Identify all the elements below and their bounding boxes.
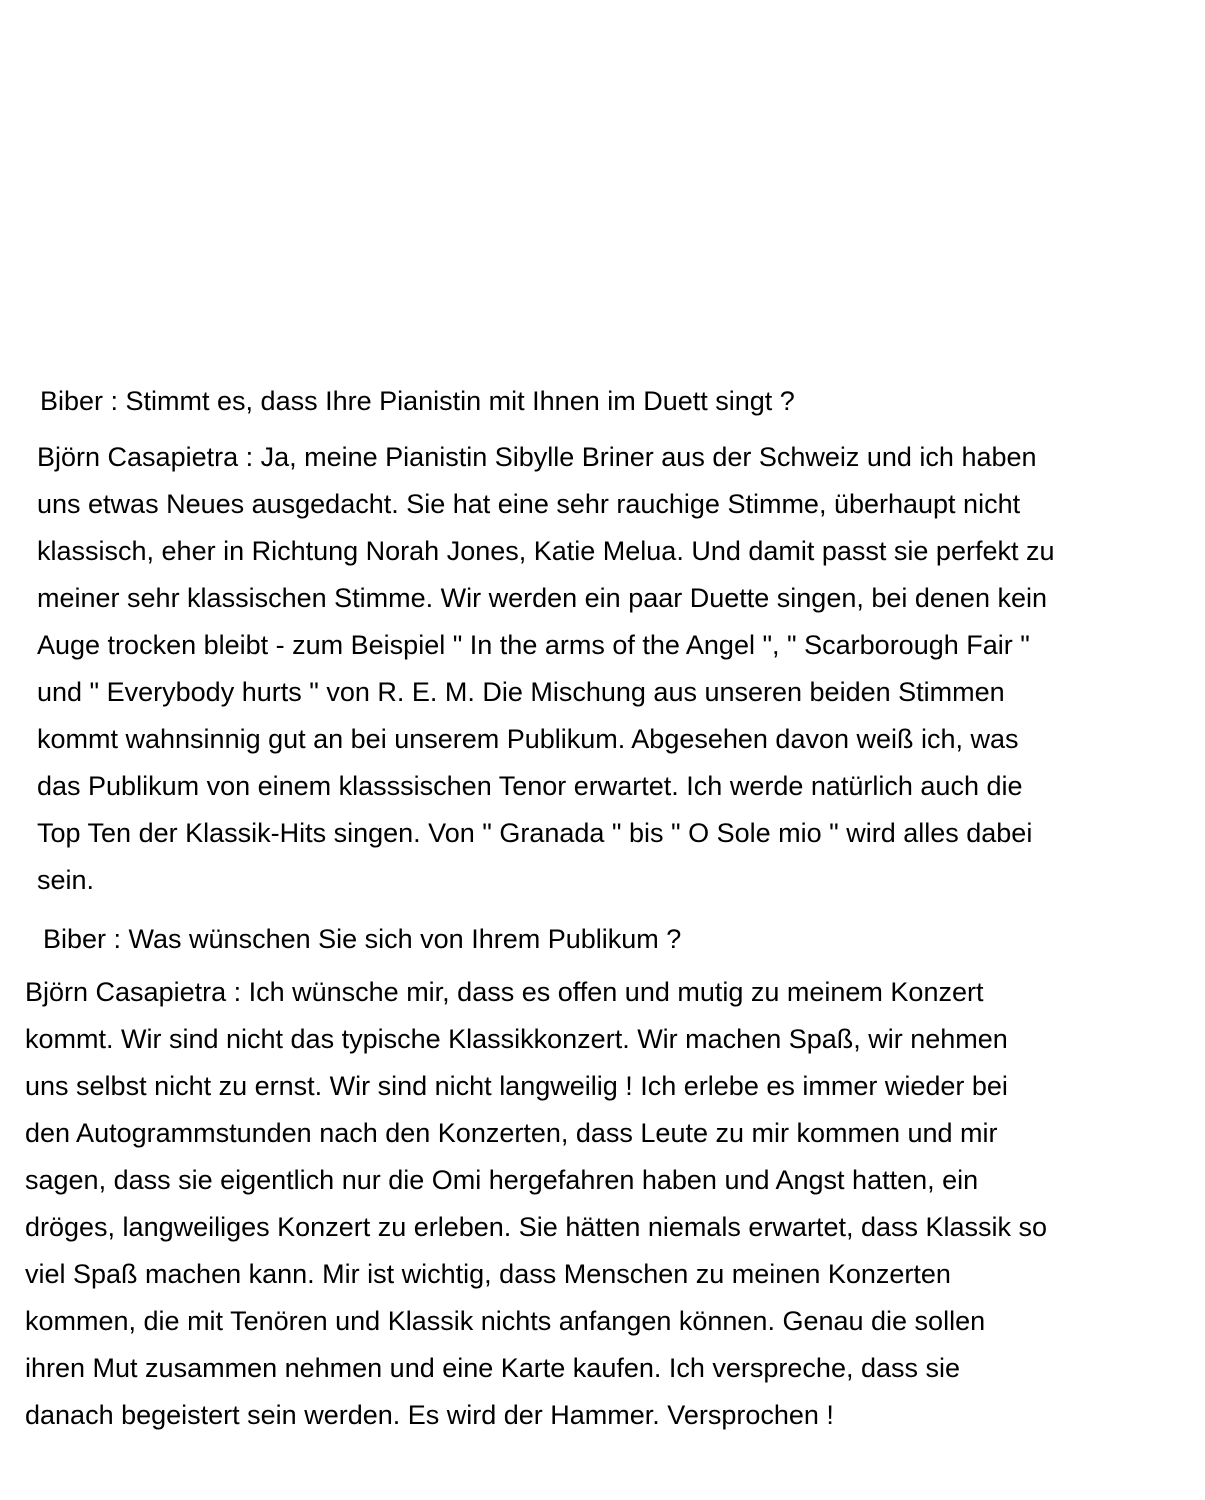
text-line: Biber : Was wünschen Sie sich von Ihrem Publikum ? [43, 924, 682, 954]
text-line: Biber : Stimmt es, dass Ihre Pianistin mit Ihnen im Duett singt ? [40, 386, 795, 416]
text-line: den Autogrammstunden nach den Konzerten, dass Leute zu mir kommen und mir [25, 1118, 998, 1148]
text-line: sein. [37, 865, 95, 895]
text-line: sagen, dass sie eigentlich nur die Omi hergefahren haben und Angst hatten, ein [25, 1165, 979, 1195]
text-line: kommt wahnsinnig gut an bei unserem Publikum. Abgesehen davon weiß ich, was [37, 724, 1019, 754]
text-line: meiner sehr klassischen Stimme. Wir werden ein paar Duette singen, bei denen kein [37, 583, 1047, 613]
text-line: kommt. Wir sind nicht das typische Klassikkonzert. Wir machen Spaß, wir nehmen [25, 1024, 1008, 1054]
text-line: klassisch, eher in Richtung Norah Jones, Katie Melua. Und damit passt sie perfekt zu [37, 536, 1055, 566]
question-1 [40, 378, 795, 425]
text-line: ihren Mut zusammen nehmen und eine Karte kaufen. Ich verspreche, dass sie [25, 1353, 961, 1383]
text-line: Top Ten der Klassik-Hits singen. Von " Granada " bis " O Sole mio " wird alles dabei [37, 818, 1033, 848]
text-line: dröges, langweiliges Konzert zu erleben. Sie hätten niemals erwartet, dass Klassik so [25, 1212, 1048, 1242]
text-line: das Publikum von einem klasssischen Tenor erwartet. Ich werde natürlich auch die [37, 771, 1023, 801]
text-line: viel Spaß machen kann. Mir ist wichtig, dass Menschen zu meinen Konzerten [25, 1259, 951, 1289]
text-line: Auge trocken bleibt - zum Beispiel " In the arms of the Angel ", " Scarborough Fair " [37, 630, 1030, 660]
text-line: danach begeistert sein werden. Es wird der Hammer. Versprochen ! [25, 1400, 834, 1430]
text-line: und " Everybody hurts " von R. E. M. Die Mischung aus unseren beiden Stimmen [37, 677, 1005, 707]
text-line: uns etwas Neues ausgedacht. Sie hat eine sehr rauchige Stimme, überhaupt nicht [37, 489, 1021, 519]
text-line: Björn Casapietra : Ich wünsche mir, dass es offen und mutig zu meinem Konzert [25, 977, 984, 1007]
text-line: Björn Casapietra : Ja, meine Pianistin Sibylle Briner aus der Schweiz und ich haben [37, 442, 1037, 472]
text-line: kommen, die mit Tenören und Klassik nichts anfangen können. Genau die sollen [25, 1306, 986, 1336]
text-line: uns selbst nicht zu ernst. Wir sind nicht langweilig ! Ich erlebe es immer wieder bei [25, 1071, 1008, 1101]
question-2 [43, 916, 681, 963]
answer-1 [37, 434, 1055, 904]
answer-2 [25, 969, 1047, 1439]
